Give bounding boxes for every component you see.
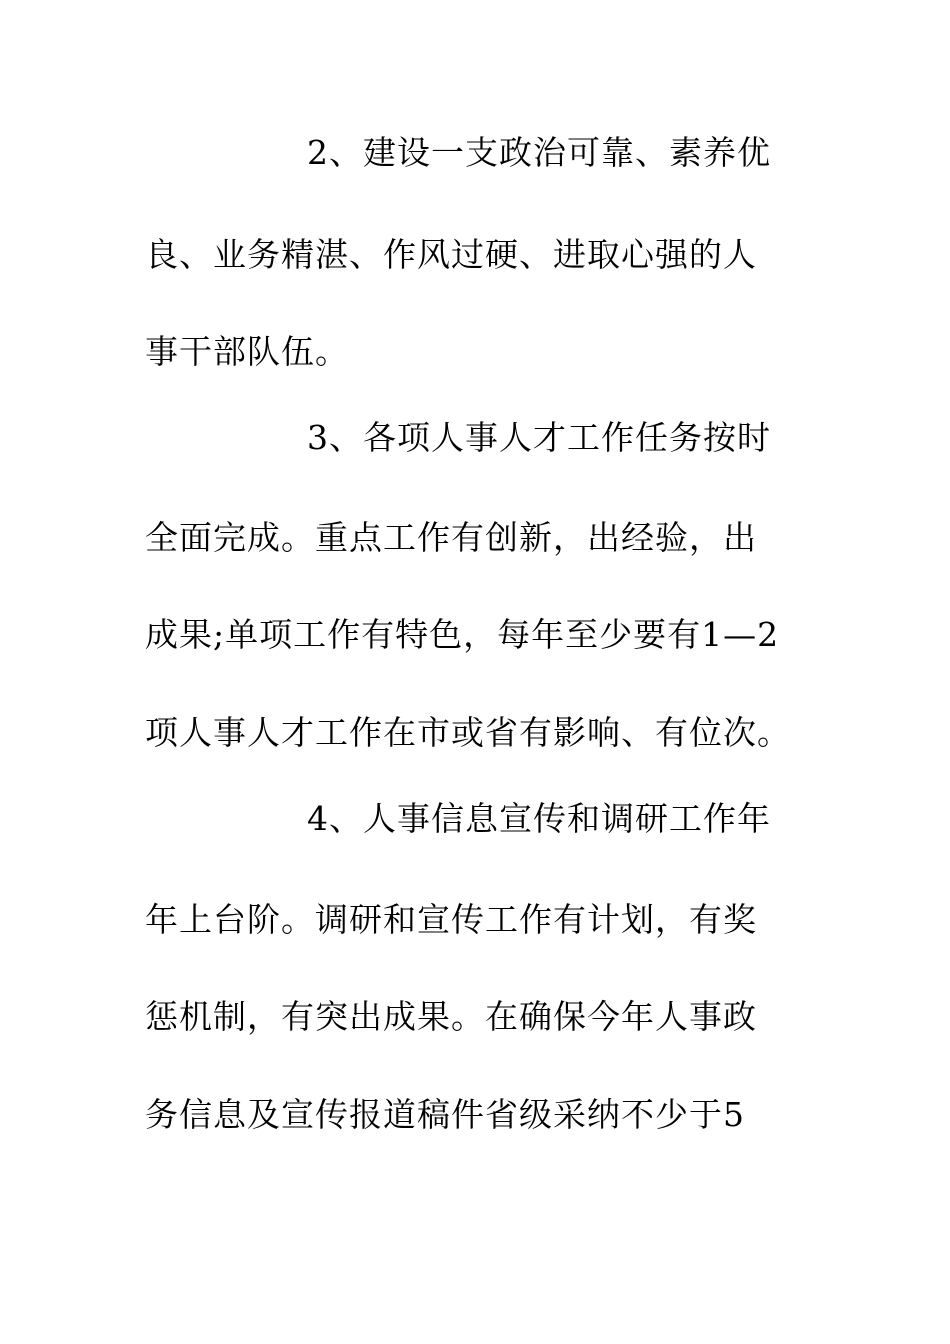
paragraph-4-line-1: 4、人事信息宣传和调研工作年 <box>307 799 771 838</box>
paragraph-2-line-2: 良、业务精湛、作风过硬、进取心强的人 <box>145 235 757 274</box>
paragraph-2-line-3: 事干部队伍。 <box>145 332 349 371</box>
paragraph-3-line-2: 全面完成。重点工作有创新，出经验，出 <box>145 518 757 557</box>
paragraph-4-line-4: 务信息及宣传报道稿件省级采纳不少于5 <box>145 1095 745 1134</box>
paragraph-3-line-1: 3、各项人事人才工作任务按时 <box>307 418 771 457</box>
paragraph-2-line-1: 2、建设一支政治可靠、素养优 <box>307 133 771 172</box>
paragraph-4-line-3: 惩机制，有突出成果。在确保今年人事政 <box>145 997 757 1036</box>
paragraph-3-line-4: 项人事人才工作在市或省有影响、有位次。 <box>145 713 791 752</box>
paragraph-3-line-3: 成果;单项工作有特色，每年至少要有1—2 <box>145 615 780 654</box>
paragraph-4-line-2: 年上台阶。调研和宣传工作有计划，有奖 <box>145 900 757 939</box>
